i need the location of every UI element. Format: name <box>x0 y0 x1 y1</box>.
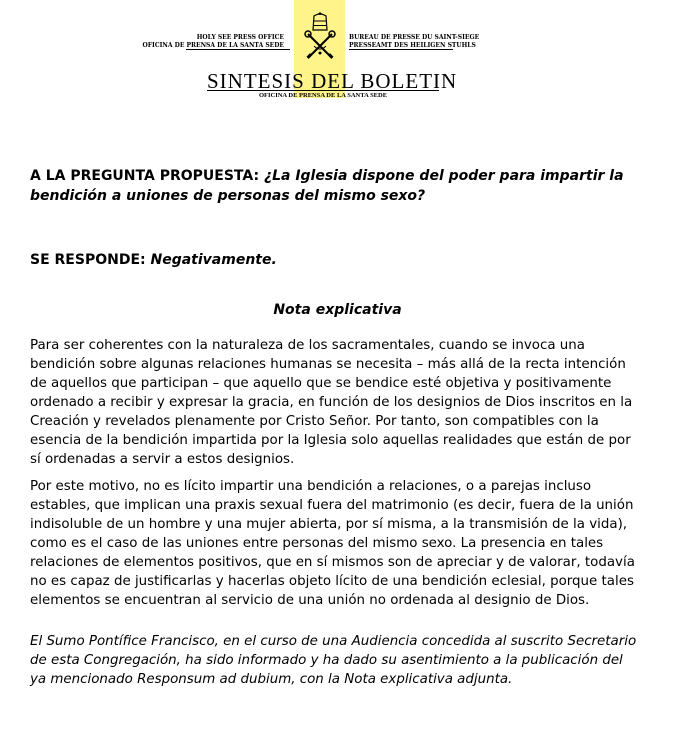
divider-right <box>349 49 453 50</box>
press-office-names-left <box>143 34 284 50</box>
paragraph-2: Por este motivo, no es lícito impartir una bendición a relaciones, o a parejas incluso estables, que implican una praxis sexual fuera del matrimonio (es decir, fuera de la unión indisoluble de un hombre y una mujer abierta, por sí misma, a la transmisión de la vida), como es el caso de las uniones entre personas del mismo sexo. La presencia en tales relaciones de elementos positivos, que en sí mismos son de apreciar y de valorar, todavía no es capaz de justificarlas y hacerlas objeto lícito de una bendición eclesial, porque tales elementos se encuentran al servicio de una unión no ordenada al designio de Dios. <box>30 479 635 608</box>
question-label: A LA PREGUNTA PROPUESTA: <box>30 168 260 184</box>
question-text: ¿La Iglesia dispone del poder para impartir la bendición a uniones de personas del mismo sexo? <box>30 168 624 204</box>
question-block <box>30 166 640 206</box>
press-office-de: PRESSEAMT DES HEILIGEN STUHLS <box>349 42 476 49</box>
paragraph-3: El Sumo Pontífice Francisco, en el curso de una Audiencia concedida al suscrito Secretario de esta Congregación, ha sido informado y ha dado su asentimiento a la publicación del ya mencionado Responsum ad dubium, con la Nota explicativa adjunta. <box>30 634 637 687</box>
letterhead <box>0 0 675 110</box>
papal-coat-of-arms-icon <box>300 12 340 64</box>
masthead-title: SINTESIS DEL BOLETIN <box>207 69 458 93</box>
response-label: SE RESPONDE: <box>30 252 146 268</box>
press-office-fr: BUREAU DE PRESSE DU SAINT-SIEGE <box>349 34 480 41</box>
response-block <box>30 250 640 270</box>
press-office-en: HOLY SEE PRESS OFFICE <box>196 34 284 41</box>
divider-left <box>186 49 290 50</box>
press-office-es: OFICINA DE PRENSA DE LA SANTA SEDE <box>142 42 284 49</box>
masthead-subtitle: OFICINA DE PRENSA DE LA SANTA SEDE <box>207 90 439 100</box>
paragraph-1: Para ser coherentes con la naturaleza de los sacramentales, cuando se invoca una bendición sobre algunas relaciones humanas se necesita – más allá de la recta intención de aquellos que participan – que aquello que se bendice esté objetiva y positivamente ordenado a recibir y expresar la gracia, en función de los designios de Dios inscritos en la Creación y revelados plenamente por Cristo Señor. Por tanto, son compatibles con la esencia de la bendición impartida por la Iglesia solo aquellas realidades que están de por sí ordenadas a servir a estos designios. <box>30 338 633 467</box>
press-office-names-right <box>349 34 479 50</box>
note-title: Nota explicativa <box>273 302 402 318</box>
response-text: Negativamente. <box>150 252 277 268</box>
